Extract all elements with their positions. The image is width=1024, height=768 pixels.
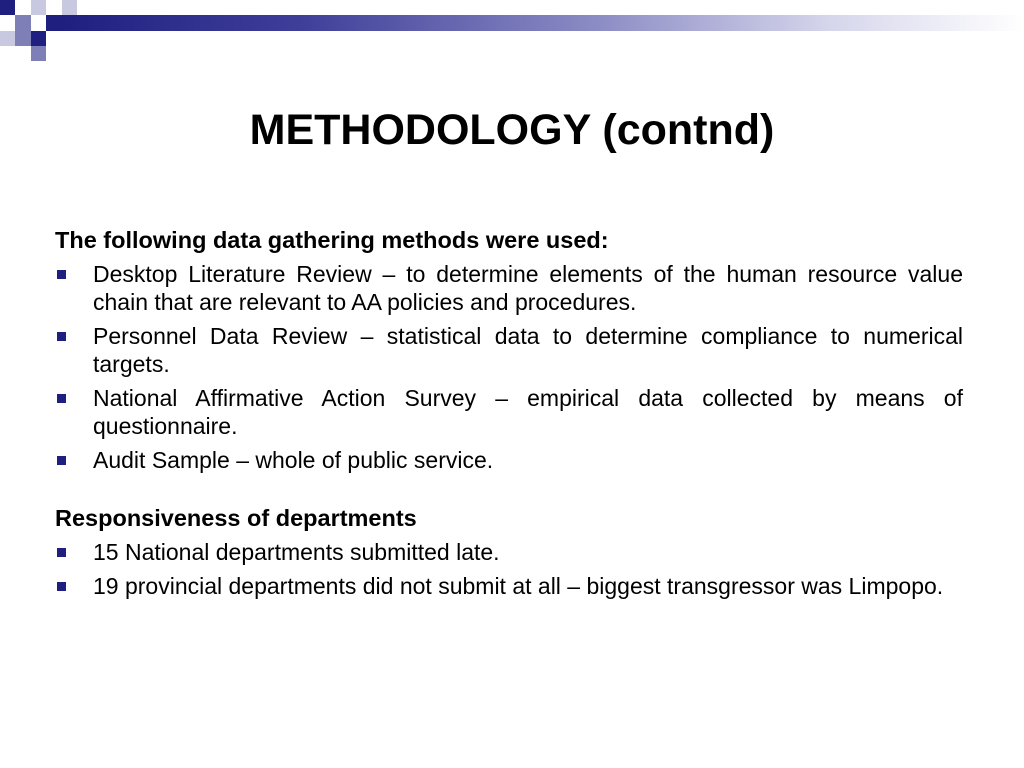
banner-gradient-bar [62,15,1024,31]
banner-square [31,46,46,61]
methods-list [55,260,963,474]
list-item [55,260,963,316]
banner-square [31,31,46,46]
banner-square [31,0,46,15]
list-item [55,538,963,566]
banner-square [62,0,77,15]
square-bullet-icon [57,582,66,591]
list-item-text: Personnel Data Review – statistical data to determine compliance to numerical targets. [93,323,963,377]
section-heading-responsiveness: Responsiveness of departments [55,505,417,531]
list-item-text: 15 National departments submitted late. [93,539,500,565]
list-item-text: 19 provincial departments did not submit at all – biggest transgressor was Limpopo. [93,573,944,599]
list-item [55,446,963,474]
banner-square [15,31,31,46]
list-item [55,572,963,600]
square-bullet-icon [57,548,66,557]
list-item-text: Audit Sample – whole of public service. [93,447,494,473]
square-bullet-icon [57,394,66,403]
banner-square [0,0,15,15]
square-bullet-icon [57,270,66,279]
banner-square [0,31,15,46]
banner-square [46,15,62,31]
decorative-banner [0,0,1024,62]
list-item [55,384,963,440]
slide-title: METHODOLOGY (contnd) [249,106,775,154]
list-item [55,322,963,378]
section-heading-methods: The following data gathering methods were used: [55,227,609,253]
responsiveness-list [55,538,963,600]
list-item-text: National Affirmative Action Survey – empirical data collected by means of questionnaire. [93,385,963,439]
slide-content [55,226,963,606]
square-bullet-icon [57,332,66,341]
banner-square [15,15,31,31]
square-bullet-icon [57,456,66,465]
list-item-text: Desktop Literature Review – to determine elements of the human resource value chain that are relevant to AA policies and procedures. [93,261,963,315]
